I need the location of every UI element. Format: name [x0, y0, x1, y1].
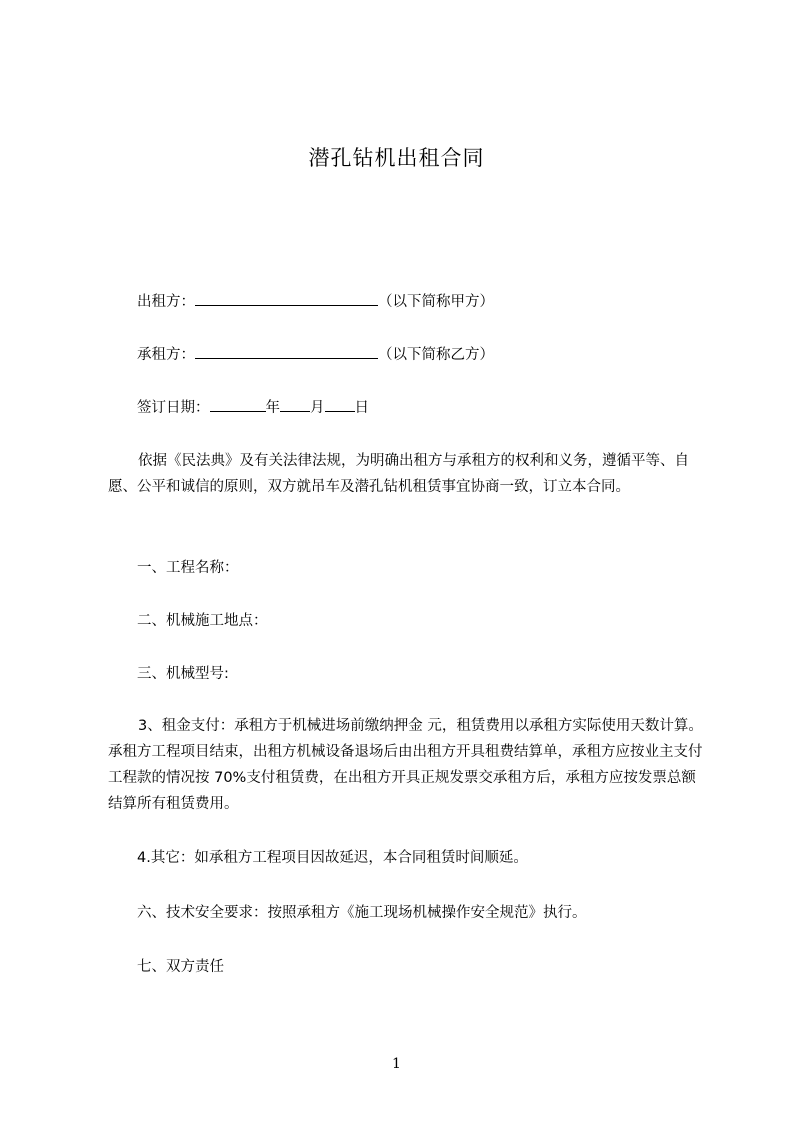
lessee-suffix: （以下简称乙方） [378, 347, 494, 363]
year-label: 年 [265, 400, 280, 416]
lessee-line [137, 344, 494, 365]
model-heading: 三、机械型号: [137, 666, 229, 682]
day-label: 日 [354, 400, 369, 416]
month-blank [280, 397, 310, 412]
safety-clause: 六、技术安全要求：按照承租方《施工现场机械操作安全规范》执行。 [137, 905, 587, 921]
lessor-label: 出租方： [137, 294, 195, 310]
lessor-line [137, 291, 494, 312]
sign-date-line [137, 397, 369, 418]
lessee-label: 承租方： [137, 347, 195, 363]
page-number: 1 [392, 1056, 401, 1072]
other-clause: 4.其它：如承租方工程项目因故延迟，本合同租赁时间顺延。 [137, 850, 528, 866]
project-name-heading: 一、工程名称： [137, 560, 239, 576]
intro-paragraph [108, 448, 708, 500]
intro-text: 依据《民法典》及有关法律法规，为明确出租方与承租方的权利和义务，遵循平等、自愿、公平和诚信的原则，双方就吊车及潜孔钻机租赁事宜协商一致，订立本合同。 [108, 453, 689, 495]
payment-text: 3、租金支付：承租方于机械进场前缴纳押金 元，租赁费用以承租方实际使用天数计算。承租方工程项目结束，出租方机械设备退场后由出租方开具租费结算单，承租方应按业主支付工程款的情况按 70%支付租赁费，在出租方开具正规发票交承租方后，承租方应按发票总额结算所有租赁费用。 [108, 718, 703, 812]
site-heading: 二、机械施工地点： [137, 613, 268, 629]
year-blank [210, 397, 266, 412]
month-label: 月 [310, 400, 325, 416]
lessor-suffix: （以下简称甲方） [378, 294, 494, 310]
page-title: 潜孔钻机出租合同 [308, 146, 485, 170]
duties-heading: 七、双方责任 [137, 959, 224, 975]
lessor-blank [195, 291, 378, 306]
payment-paragraph [108, 713, 708, 817]
day-blank [325, 397, 355, 412]
lessee-blank [195, 344, 378, 359]
sign-date-label: 签订日期： [137, 400, 210, 416]
